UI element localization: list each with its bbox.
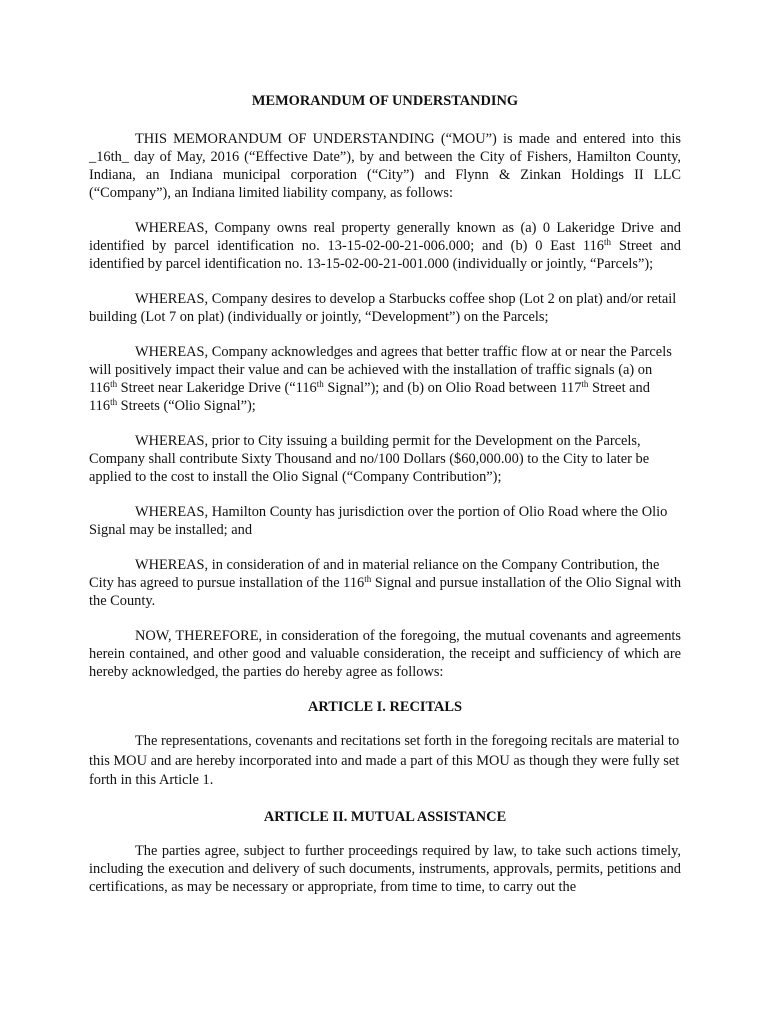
article-2-paragraph: The parties agree, subject to further proceedings required by law, to take such actions timely, including the execution and delivery of such documents, instruments, approvals, permits, petitions and certifications, as may be necessary or appropriate, from time to time, to carry out the [89, 842, 681, 895]
now-therefore-paragraph: NOW, THEREFORE, in consideration of the foregoing, the mutual covenants and agreements herein contained, and other good and valuable consideration, the receipt and sufficiency of which are hereby acknowledged, the parties do hereby agree as follows: [89, 628, 681, 680]
whereas-traffic-text-c: Signal”); and (b) on Olio Road between 117 [323, 380, 582, 396]
whereas-traffic-paragraph [89, 343, 681, 415]
whereas-traffic-text-e: Streets (“Olio Signal”); [117, 398, 256, 414]
whereas-contribution-paragraph: WHEREAS, prior to City issuing a building permit for the Development on the Parcels, Company shall contribute Sixty Thousand and no/100 Dollars ($60,000.00) to the City to later be applied to the cost to install the Olio Signal (“Company Contribution”); [89, 433, 650, 485]
intro-paragraph: THIS MEMORANDUM OF UNDERSTANDING (“MOU”) is made and entered into this _16th_ day of May, 2016 (“Effective Date”), by and between the City of Fishers, Hamilton County, Indiana, an Indiana municipal corporation (“City”) and Flynn & Zinkan Holdings II LLC (“Company”), an Indiana limited liability company, as follows: [89, 131, 681, 201]
whereas-traffic-text-d: Street and 116 [89, 380, 650, 414]
ordinal-suffix: th [603, 237, 611, 247]
article-2-heading: ARTICLE II. MUTUAL ASSISTANCE [263, 808, 507, 825]
whereas-development-paragraph: WHEREAS, Company desires to develop a Starbucks coffee shop (Lot 2 on plat) and/or retail building (Lot 7 on plat) (individually or jointly, “Development”) on the Parcels; [89, 291, 677, 325]
ordinal-suffix: th [110, 397, 118, 407]
document-body [89, 92, 681, 913]
whereas-traffic-text-a: WHEREAS, Company acknowledges and agrees that better traffic flow at or near the Parcels will positively impact their value and can be achieved with the installation of traffic signals (a) on 116 [89, 344, 672, 396]
document-title: MEMORANDUM OF UNDERSTANDING [251, 93, 519, 109]
whereas-reliance-text-a: WHEREAS, in consideration of and in material reliance on the Company Contribution, the City has agreed to pursue installation of the 116 [89, 557, 660, 591]
ordinal-suffix: th [581, 379, 589, 389]
article-1-paragraph: The representations, covenants and recitations set forth in the foregoing recitals are material to this MOU and are hereby incorporated into and made a part of this MOU as though they were fully set forth in this Article 1. [89, 733, 680, 788]
whereas-jurisdiction-paragraph: WHEREAS, Hamilton County has jurisdiction over the portion of Olio Road where the Olio Signal may be installed; and [89, 504, 668, 538]
ordinal-suffix: th [316, 379, 324, 389]
ordinal-suffix: th [110, 379, 118, 389]
whereas-traffic-text-b: Street near Lakeridge Drive (“116 [117, 380, 317, 396]
article-1-heading: ARTICLE I. RECITALS [308, 699, 462, 715]
whereas-parcels-paragraph [89, 219, 681, 273]
whereas-parcels-text-b: Street and identified by parcel identification no. 13-15-02-00-21-001.000 (individually or jointly, “Parcels”); [89, 238, 681, 272]
whereas-reliance-paragraph [89, 556, 681, 610]
whereas-parcels-text-a: WHEREAS, Company owns real property generally known as (a) 0 Lakeridge Drive and identified by parcel identification no. 13-15-02-00-21-006.000; and (b) 0 East 116 [89, 220, 681, 254]
ordinal-suffix: th [364, 574, 372, 584]
whereas-reliance-text-b: Signal and pursue installation of the Olio Signal with the County. [89, 575, 682, 609]
